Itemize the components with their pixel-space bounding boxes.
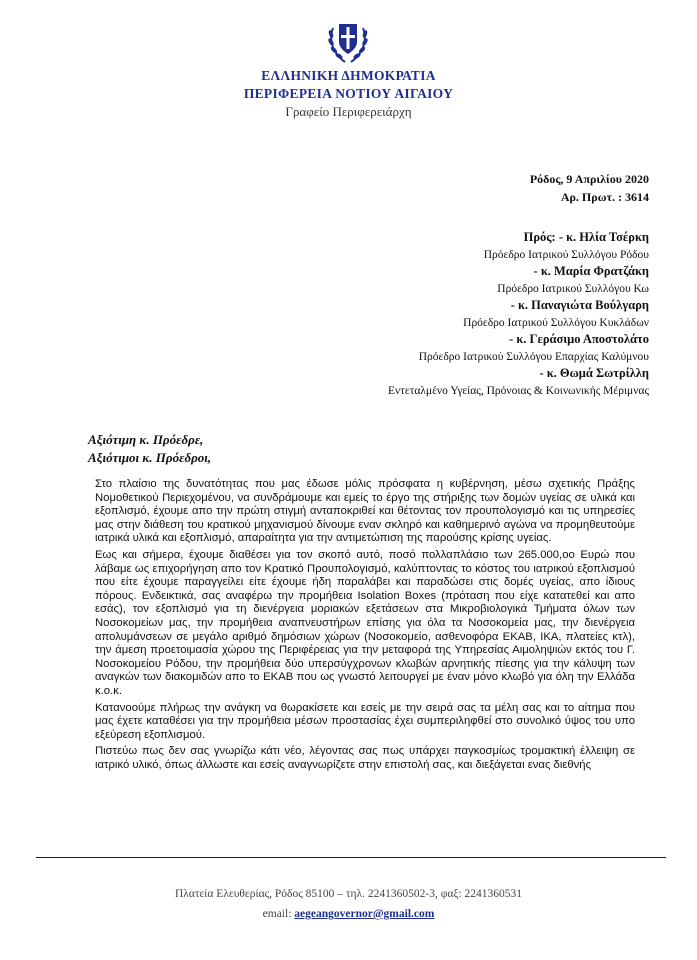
letter-date: Ρόδος, 9 Απριλίου 2020 [529,172,649,186]
body-paragraph-1: Στο πλαίσιο της δυνατότητας που μας έδωσε μόλις πρόσφατα η κυβέρνηση, μέσω σχετικής Πράξης Νομοθετικού Περιεχομένου, να συνδράμουμε και εμείς το έργο της στήριξης των δομών υγείας σε υλικά και εξοπλισμό, έχουμε απο την πρώτη στιγμή ανταποκριθεί και θέτοντας τον προυπολογισμό και τις υπηρεσίες μας στην διάθεση του κρατικού μηχανισμού δίνουμε εναν σκληρό και καθημερινό αγώνα να προμηθευτούμε ιατρικά υλικά και εξοπλισμό, απαραίτητα για την αντιμετώπιση της παρούσης κρίσης υγείας. [95,478,635,545]
recipient-title: Πρόεδρο Ιατρικού Συλλόγου Κυκλάδων [463,317,649,329]
salutation-line-2: Αξιότιμοι κ. Πρόεδροι, [88,450,212,465]
footer-email-line [0,908,697,920]
recipient-name: - κ. Θωμά Σωτρίλλη [539,366,649,380]
recipient-title: Πρόεδρο Ιατρικού Συλλόγου Επαρχίας Καλύμνου [418,351,649,363]
body-paragraph-4: Πιστεύω πως δεν σας γνωρίζω κάτι νέο, λέγοντας σας πως υπάρχει παγκοσμίως τρομακτική έλλειψη σε ιατρικό υλικό, όπως άλλωστε και εσείς αναγνωρίζετε στην επιστολή σας, και διεξάγεται ενας διεθνής [95,745,635,771]
recipient-name: Πρός: - κ. Ηλία Τσέρκη [523,230,649,244]
body-paragraph-2: Εως και σήμερα, έχουμε διαθέσει για τον σκοπό αυτό, ποσό πολλαπλάσιο των 265.000,oo Ευρώ που λάβαμε ως επιχορήγηση απο τον Κρατικό Προυπολογισμό, καλύπτοντας το κόστος του ιατρικού εξοπλισμού που είτε έχουμε παραγγείλει είτε έχουμε ήδη παραλάβει και παραδώσει στις δομές υγείας, απο ίδιους πόρους. Ενδεικτικά, σας αναφέρω την προμήθεια Isolation Boxes (πρόταση που είχε κατατεθεί και απο εσάς), τον εξοπλισμό για τη διενέργεια μοριακών εξετάσεων στα Μικροβιολογικά Τμήματα όλων των Νοσοκομείων μας, την προμήθεια αναπνευστήρων επίσης για όλα τα Νοσοκομεία μας, την διενέργεια απολυμάνσεων σε μεγάλο αριθμό δημόσιων χώρων (Νοσοκομείο, ασθενοφόρα ΕΚΑΒ, ΙΚΑ, πλατείες κτλ), την άμεση προετοιμασία χώρου της Περιφέρειας για την μεταφορά της Υπηρεσίας Αιμοληψιών εκτός του Γ. Νοσοκομείου Ρόδου, την προμήθεια δύο υπερσύγχρονων κλωβών αρνητικής πίεσης για την κάλυψη των αναγκών των διακομιδών απο το ΕΚΑΒ που ως γνωστό λειτουργεί με έναν μόνο κλωβό για όλη την Ελλάδα κ.ο.κ. [95,548,635,697]
body-paragraph-3: Κατανοούμε πλήρως την ανάγκη να θωρακίσετε και εσείς με την σειρά σας τα μέλη σας και το αίτημα που μας έχετε καταθέσει για την προμήθεια μέσων προστασίας έχει συμπεριληφθεί στο συνολικό ύψος του υπο εξεύρεση εξοπλισμού. [95,701,635,741]
recipient-title: Εντεταλμένο Υγείας, Πρόνοιας & Κοινωνικής Μέριμνας [388,385,649,397]
protocol-number: Αρ. Πρωτ. : 3614 [560,190,649,204]
header-republic: ΕΛΛΗΝΙΚΗ ΔΗΜΟΚΡΑΤΙΑ [261,68,436,83]
greek-coat-of-arms-icon [325,16,371,66]
header-office: Γραφείο Περιφερειάρχη [285,104,412,119]
recipient-name: - κ. Μαρία Φρατζάκη [533,264,649,278]
recipient-name: - κ. Γεράσιμο Αποστολάτο [509,332,649,346]
letter-body [95,478,635,775]
salutation-line-1: Αξιότιμη κ. Πρόεδρε, [88,432,204,447]
recipient-title: Πρόεδρο Ιατρικού Συλλόγου Κω [497,283,649,295]
footer-email-label: email: [262,908,292,920]
footer-email-link[interactable]: aegeangovernor@gmail.com [294,908,435,920]
recipient-name: - κ. Παναγιώτα Βούλγαρη [510,298,649,312]
header-region: ΠΕΡΙΦΕΡΕΙΑ ΝΟΤΙΟΥ ΑΙΓΑΙΟΥ [243,86,454,101]
recipient-title: Πρόεδρο Ιατρικού Συλλόγου Ρόδου [483,249,649,261]
footer-divider [36,857,666,858]
footer-address: Πλατεία Ελευθερίας, Ρόδος 85100 – τηλ. 2241360502-3, φαξ: 2241360531 [174,888,523,900]
